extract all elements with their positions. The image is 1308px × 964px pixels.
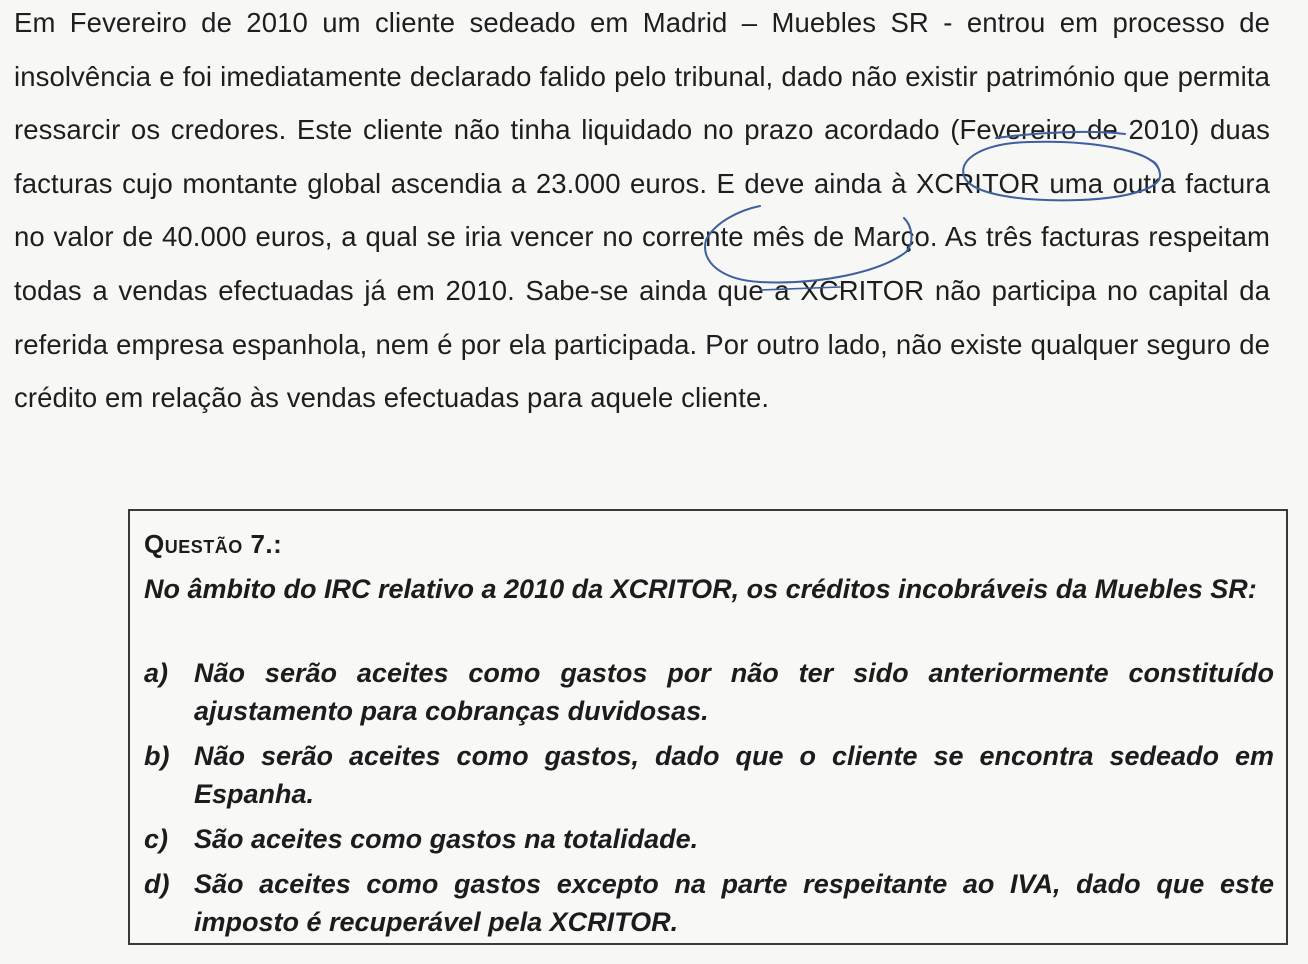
paragraph-part-2: . E deve ainda à XCRITOR uma outra factura no valor de xyxy=(14,167,1270,253)
paragraph-part-3: , a qual se iria vencer no corrente mês de Março. As três facturas respeitam todas a vendas efectuadas já em 2010. Sabe-se ainda que a XCRITOR não participa no capital da referida empresa espanhola, nem é por ela participada. Por outro lado, não existe qualquer seguro de crédito em relação às vendas efectuadas para aquele cliente. xyxy=(14,221,1270,414)
option-c[interactable] xyxy=(144,820,1274,858)
option-letter: b) xyxy=(144,741,170,771)
option-text: São aceites como gastos na totalidade. xyxy=(194,824,699,854)
option-letter: a) xyxy=(144,658,169,688)
option-d[interactable] xyxy=(144,865,1274,941)
option-a[interactable] xyxy=(144,654,1274,730)
option-text: São aceites como gastos excepto na parte respeitante ao IVA, dado que este imposto é recuperável pela XCRITOR. xyxy=(194,869,1274,937)
option-text: Não serão aceites como gastos, dado que o cliente se encontra sedeado em Espanha. xyxy=(194,741,1274,809)
question-title: Questão 7.: xyxy=(144,529,283,559)
option-letter: c) xyxy=(144,824,169,854)
answer-options xyxy=(144,654,1274,948)
option-text: Não serão aceites como gastos por não ter sido anteriormente constituído ajustamento para cobranças duvidosas. xyxy=(194,658,1274,726)
paragraph-part-1: Em Fevereiro de 2010 um cliente sedeado em Madrid – Muebles SR - entrou em processo de insolvência e foi imediatamente declarado falido pelo tribunal, dado não existir património que permita ressarcir os credores. Este cliente não tinha liquidado no prazo acordado (Fevereiro de 2010) duas facturas cujo montante global ascendia a xyxy=(14,7,1270,199)
case-paragraph xyxy=(14,0,1270,425)
question-box xyxy=(128,509,1288,945)
option-letter: d) xyxy=(144,869,170,899)
option-b[interactable] xyxy=(144,737,1274,813)
question-stem: No âmbito do IRC relativo a 2010 da XCRITOR, os créditos incobráveis da Muebles SR: xyxy=(144,574,1257,604)
amount-23000: 23.000 euros xyxy=(535,167,700,199)
amount-40000: 40.000 euros xyxy=(162,221,325,253)
